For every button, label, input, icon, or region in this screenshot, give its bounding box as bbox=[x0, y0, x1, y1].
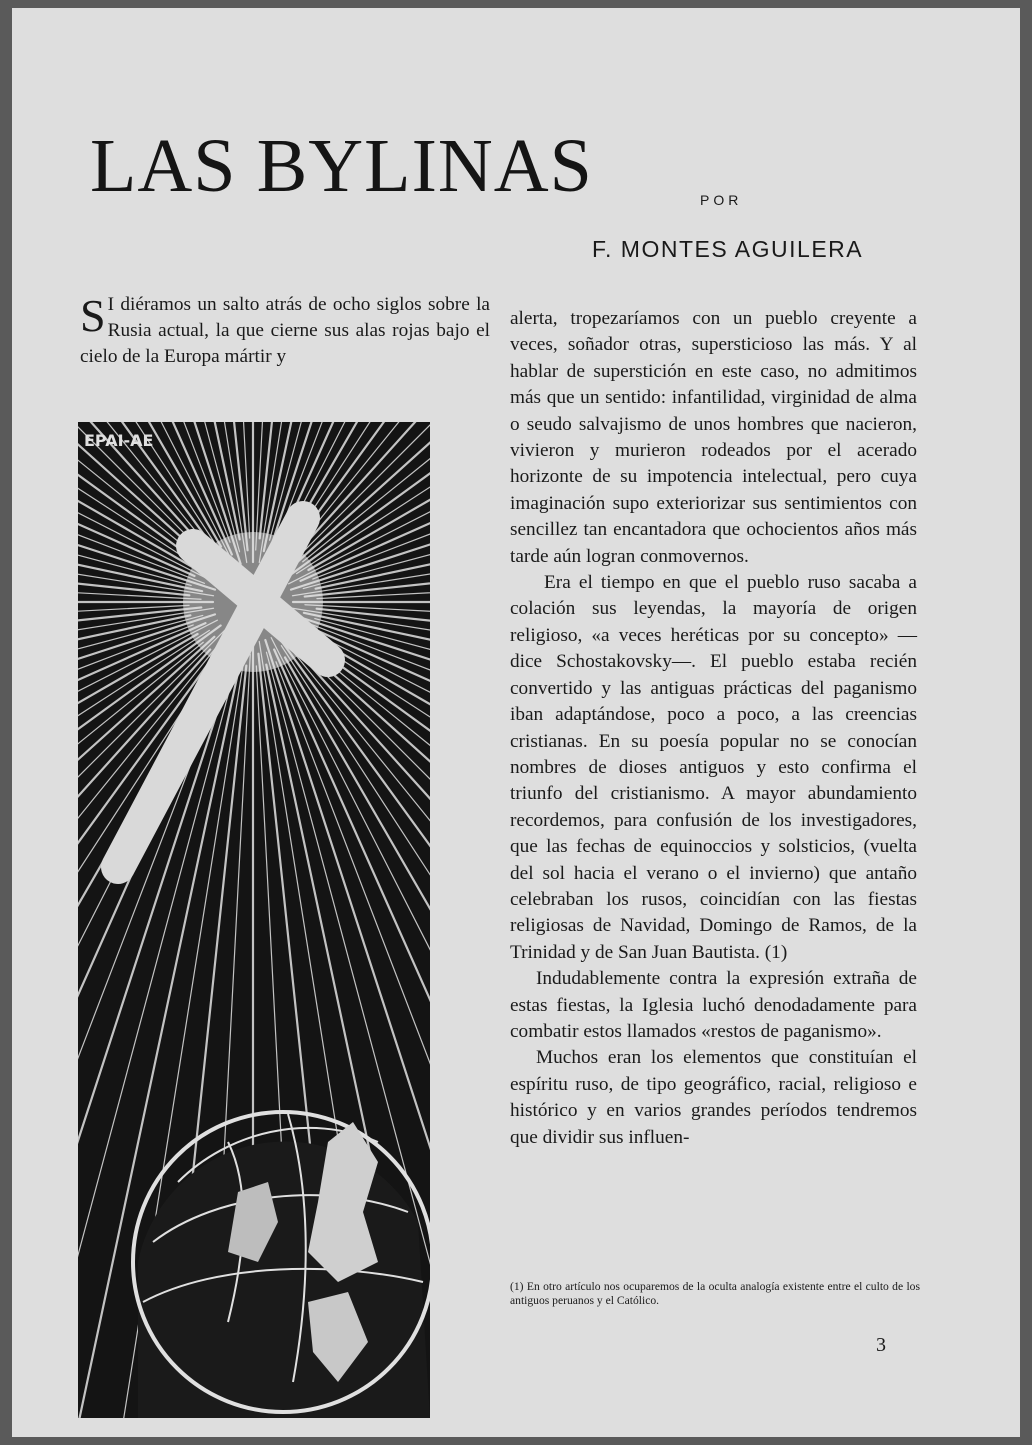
body-paragraph-2: Era el tiempo en que el pueblo ruso sacaba a colación sus leyendas, la mayoría de origen religioso, «a veces heréticas por su concepto» —dice Schostakovsky—. El pueblo estaba recién convertido y las antiguas prácticas del paganismo iban adaptándose, poco a poco, a las creencias cristianas. En su poesía popular no se conocían nombres de dioses antiguos y esto confirma el triunfo del cristianismo. A mayor abundamiento recordemos, para confusión de los investigadores, que las fechas de equinoccios y solsticios, (vuelta del sol hacia el verano o el invierno) que antaño celebraban los rusos, coincidían con las fiestas religiosas de Navidad, Domingo de Ramos, de la Trinidad y de San Juan Bautista. (1) bbox=[510, 572, 917, 963]
woodcut-illustration bbox=[78, 422, 430, 1418]
page-number: 3 bbox=[876, 1334, 886, 1356]
woodcut-svg bbox=[78, 422, 430, 1418]
magazine-page bbox=[12, 8, 1020, 1437]
artist-signature: EPAI-AE bbox=[84, 431, 154, 450]
footnote: (1) En otro artículo nos ocuparemos de la oculta analogía existente entre el culto de los antiguos peruanos y el Católico. bbox=[510, 1280, 920, 1307]
body-paragraph-3: Indudablemente contra la expresión extraña de estas fiestas, la Iglesia luchó denodadamente para combatir estos llamados «restos de paganismo». bbox=[510, 968, 917, 1042]
lead-paragraph bbox=[80, 292, 490, 370]
body-column bbox=[510, 306, 917, 1151]
article-title: LAS BYLINAS bbox=[90, 124, 593, 208]
lead-text: I diéramos un salto atrás de ocho siglos sobre la Rusia actual, la que cierne sus alas rojas bajo el cielo de la Europa mártir y bbox=[80, 294, 490, 367]
body-paragraph-1: alerta, tropezaríamos con un pueblo creyente a veces, soñador otras, supersticioso las más. Y al hablar de superstición en este caso, no admitimos más que un sentido: infantilidad, virginidad de alma o seudo salvajismo de unos hombres que nacieron, vivieron y murieron rodeados por el acerado horizonte de su impotencia intelectual, pero cuya imaginación supo exteriorizar sus sentimientos con sencillez tan encantadora que ochocientos años más tarde aún logran conmovernos. bbox=[510, 308, 917, 567]
author-name: F. MONTES AGUILERA bbox=[592, 236, 864, 262]
drop-cap: S bbox=[80, 290, 106, 341]
byline-prefix: POR bbox=[700, 192, 743, 208]
body-paragraph-4: Muchos eran los elementos que constituían el espíritu ruso, de tipo geográfico, racial, religioso e histórico y en varios grandes períodos tendremos que dividir sus influen- bbox=[510, 1047, 917, 1148]
